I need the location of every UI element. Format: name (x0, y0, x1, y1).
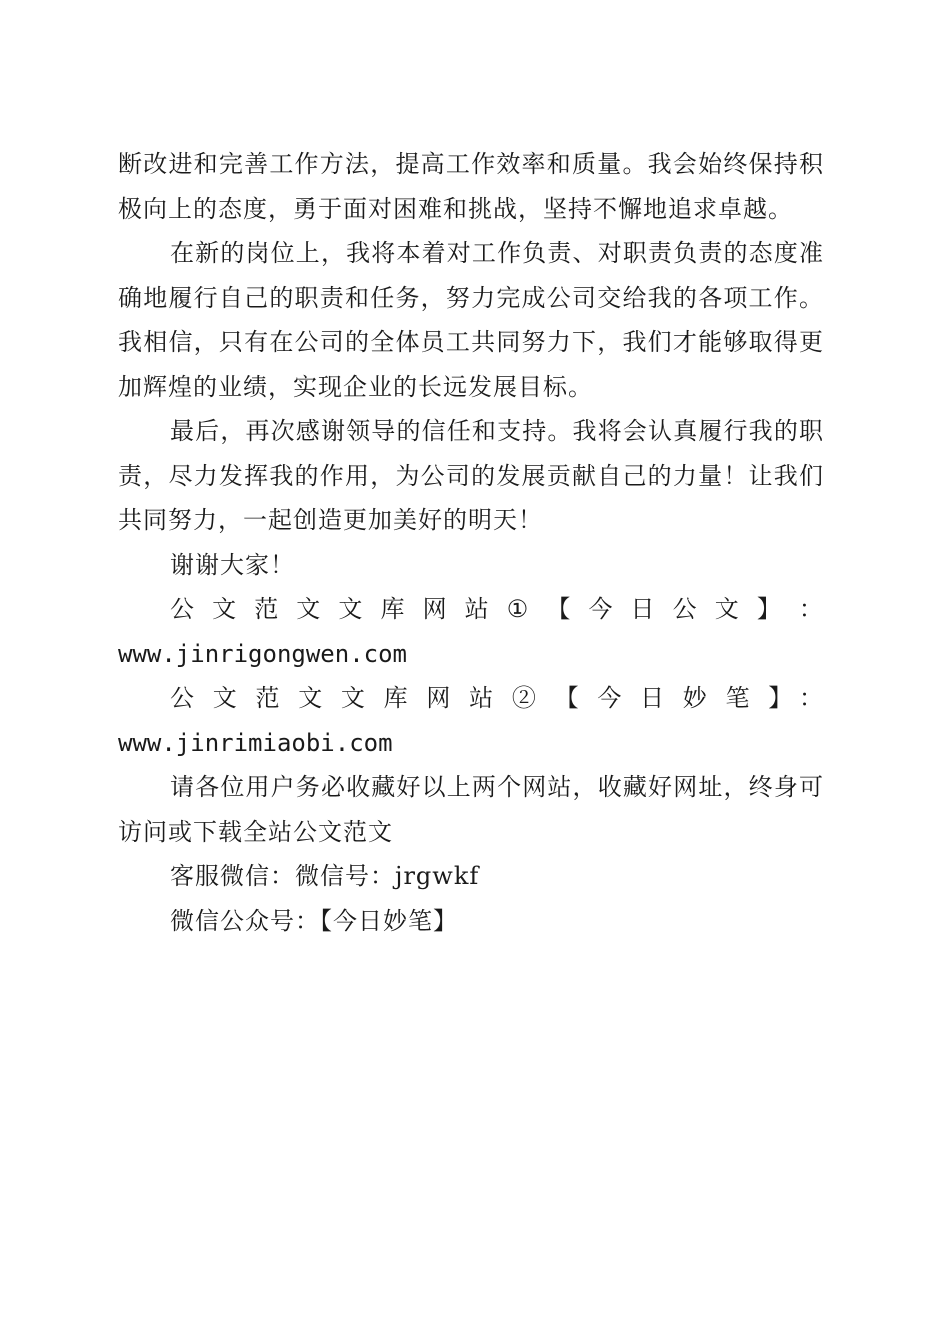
notice-paragraph: 请各位用户务必收藏好以上两个网站，收藏好网址，终身可访问或下载全站公文范文 (118, 773, 824, 846)
site1-label-row (118, 587, 824, 632)
site1-label-char: 站 (464, 595, 490, 623)
wechat-service: 客服微信：微信号：jrgwkf (170, 862, 480, 890)
paragraph-closing: 最后，再次感谢领导的信任和支持。我将会认真履行我的职责，尽力发挥我的作用，为公司的发展贡献自己的力量！让我们共同努力，一起创造更加美好的明天！ (118, 417, 824, 534)
wechat-public: 微信公众号：【今日妙笔】 (170, 906, 458, 935)
site1-label-char: 日 (630, 595, 656, 623)
paragraph-continued: 断改进和完善工作方法，提高工作效率和质量。我会始终保持积极向上的态度，勇于面对困难和挑战，坚持不懈地追求卓越。 (118, 150, 824, 223)
site1-label-char: 网 (422, 595, 448, 623)
site1-label-char: 【 (546, 595, 572, 623)
site1-label-char: 公 (672, 595, 698, 623)
site1-label-char: 文 (296, 595, 322, 623)
paragraph-thanks: 谢谢大家！ (170, 550, 295, 579)
site1-url[interactable]: www.jinrigongwen.com (118, 639, 407, 668)
document-body (118, 142, 824, 943)
site2-line (118, 676, 824, 765)
site1-label-char: 公 (170, 595, 195, 623)
site1-label-char: 文 (714, 595, 740, 623)
paragraph-new-position: 在新的岗位上，我将本着对工作负责、对职责负责的态度准确地履行自己的职责和任务，努力完成公司交给我的各项工作。我相信，只有在公司的全体员工共同努力下，我们才能够取得更加辉煌的业绩，实现企业的长远发展目标。 (118, 239, 824, 401)
site1-label-char: 今 (588, 595, 614, 623)
site1-block (118, 587, 824, 676)
site2-label: 公文范文文库网站②【今日妙笔】： (170, 684, 824, 712)
site1-label-char: ： (798, 595, 824, 623)
site2-url[interactable]: www.jinrimiaobi.com (118, 728, 393, 757)
site1-label-char: 文 (212, 595, 238, 623)
site1-label-char: 库 (380, 595, 406, 623)
site1-label-char: 文 (338, 595, 364, 623)
site1-label-char: ① (506, 595, 530, 623)
site1-label-char: 范 (254, 595, 280, 623)
site1-label-char: 】 (756, 595, 782, 623)
